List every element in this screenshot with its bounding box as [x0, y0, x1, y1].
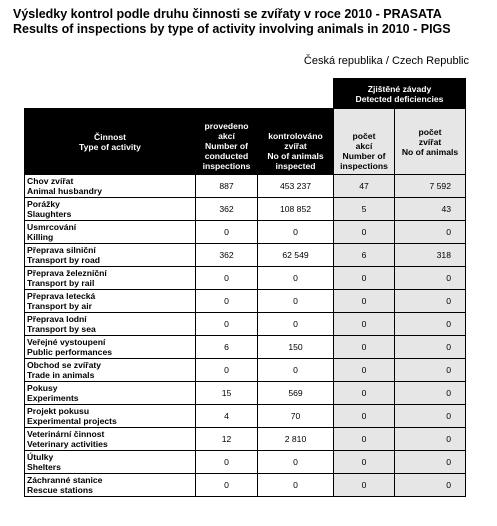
def-animals-cell: 0 — [395, 474, 466, 497]
conducted-cell: 12 — [196, 428, 258, 451]
activity-cell — [25, 428, 196, 451]
conducted-column-header: provedeno akcí Number of conducted inspections — [196, 109, 258, 175]
activity-en: Rescue stations — [27, 485, 93, 495]
activity-en: Public performances — [27, 347, 113, 357]
activity-en: Trade in animals — [27, 370, 95, 380]
column-header-row — [25, 109, 466, 175]
def-inspections-cell: 0 — [334, 359, 395, 382]
conducted-cell: 0 — [196, 290, 258, 313]
activity-cz: Veřejné vystoupení — [27, 337, 106, 347]
inspected-cell: 0 — [258, 451, 334, 474]
table-row — [25, 336, 466, 359]
def-inspections-cell: 0 — [334, 451, 395, 474]
activity-cell — [25, 290, 196, 313]
inspected-cell: 0 — [258, 267, 334, 290]
def-inspections-cell: 0 — [334, 313, 395, 336]
def-animals-cell: 0 — [395, 451, 466, 474]
activity-cell — [25, 244, 196, 267]
activity-cell — [25, 221, 196, 244]
detected-deficiencies-header: Zjištěné závady Detected deficiencies — [334, 79, 466, 109]
activity-column-header: Činnost Type of activity — [25, 109, 196, 175]
inspected-cell: 0 — [258, 290, 334, 313]
inspections-table — [24, 78, 466, 497]
table-row — [25, 290, 466, 313]
inspected-cell: 70 — [258, 405, 334, 428]
conducted-cell: 362 — [196, 244, 258, 267]
conducted-cell: 0 — [196, 267, 258, 290]
title-english: Results of inspections by type of activity involving animals in 2010 - PIGS — [13, 22, 451, 36]
def-animals-cell: 0 — [395, 336, 466, 359]
table-row — [25, 451, 466, 474]
activity-cell — [25, 267, 196, 290]
def-inspections-cell: 0 — [334, 267, 395, 290]
activity-cz: Pokusy — [27, 383, 58, 393]
title-czech: Výsledky kontrol podle druhu činnosti se zvířaty v roce 2010 - PRASATA — [13, 7, 442, 21]
activity-cell — [25, 359, 196, 382]
def-animals-cell: 0 — [395, 313, 466, 336]
activity-cell — [25, 175, 196, 198]
activity-cz: Záchranné stanice — [27, 475, 103, 485]
activity-cz: Chov zvířat — [27, 176, 74, 186]
activity-cz: Přeprava lodní — [27, 314, 87, 324]
conducted-cell: 0 — [196, 313, 258, 336]
deficient-animals-column-header: počet zvířat No of animals — [395, 109, 466, 175]
table-row — [25, 428, 466, 451]
def-animals-cell: 0 — [395, 221, 466, 244]
activity-cz: Přeprava silniční — [27, 245, 96, 255]
activity-en: Slaughters — [27, 209, 72, 219]
table-row — [25, 313, 466, 336]
activity-cz: Projekt pokusu — [27, 406, 90, 416]
activity-cell — [25, 198, 196, 221]
activity-cz: Přeprava letecká — [27, 291, 96, 301]
activity-en: Transport by sea — [27, 324, 96, 334]
def-animals-cell: 0 — [395, 428, 466, 451]
table-row — [25, 198, 466, 221]
def-animals-cell: 0 — [395, 359, 466, 382]
def-inspections-cell: 47 — [334, 175, 395, 198]
activity-cell — [25, 451, 196, 474]
activity-cell — [25, 405, 196, 428]
inspected-cell: 0 — [258, 221, 334, 244]
def-inspections-cell: 6 — [334, 244, 395, 267]
conducted-cell: 4 — [196, 405, 258, 428]
activity-en: Killing — [27, 232, 54, 242]
def-inspections-cell: 0 — [334, 428, 395, 451]
inspected-cell: 0 — [258, 359, 334, 382]
activity-cz: Obchod se zvířaty — [27, 360, 102, 370]
inspected-cell: 0 — [258, 313, 334, 336]
conducted-cell: 0 — [196, 474, 258, 497]
def-animals-cell: 7 592 — [395, 175, 466, 198]
activity-cell — [25, 336, 196, 359]
activity-en: Veterinary activities — [27, 439, 108, 449]
def-inspections-cell: 0 — [334, 336, 395, 359]
activity-cz: Přeprava železniční — [27, 268, 107, 278]
def-animals-cell: 0 — [395, 290, 466, 313]
def-inspections-cell: 0 — [334, 221, 395, 244]
def-animals-cell: 43 — [395, 198, 466, 221]
activity-en: Experimental projects — [27, 416, 117, 426]
def-animals-cell: 0 — [395, 382, 466, 405]
def-inspections-cell: 0 — [334, 290, 395, 313]
activity-en: Shelters — [27, 462, 61, 472]
def-animals-cell: 318 — [395, 244, 466, 267]
inspected-cell: 453 237 — [258, 175, 334, 198]
activity-en: Experiments — [27, 393, 79, 403]
conducted-cell: 0 — [196, 221, 258, 244]
def-inspections-cell: 0 — [334, 382, 395, 405]
table-row — [25, 382, 466, 405]
activity-cell — [25, 382, 196, 405]
table-row — [25, 405, 466, 428]
activity-en: Animal husbandry — [27, 186, 102, 196]
table-row — [25, 221, 466, 244]
def-animals-cell: 0 — [395, 267, 466, 290]
region-label: Česká republika / Czech Republic — [303, 55, 469, 67]
table-row — [25, 359, 466, 382]
activity-cz: Usmrcování — [27, 222, 77, 232]
activity-en: Transport by rail — [27, 278, 95, 288]
activity-cell — [25, 313, 196, 336]
table-row — [25, 175, 466, 198]
activity-en: Transport by road — [27, 255, 101, 265]
table-row — [25, 474, 466, 497]
table-row — [25, 244, 466, 267]
deficient-inspections-column-header: počet akcí Number of inspections — [334, 109, 395, 175]
inspected-cell: 2 810 — [258, 428, 334, 451]
inspected-cell: 150 — [258, 336, 334, 359]
conducted-cell: 15 — [196, 382, 258, 405]
conducted-cell: 887 — [196, 175, 258, 198]
conducted-cell: 0 — [196, 451, 258, 474]
activity-cz: Veterinární činnost — [27, 429, 105, 439]
activity-cz: Útulky — [27, 452, 54, 462]
inspected-cell: 0 — [258, 474, 334, 497]
inspected-cell: 62 549 — [258, 244, 334, 267]
inspected-cell: 569 — [258, 382, 334, 405]
activity-en: Transport by air — [27, 301, 92, 311]
inspected-cell: 108 852 — [258, 198, 334, 221]
document-title — [13, 7, 493, 37]
activity-cz: Porážky — [27, 199, 60, 209]
group-header-row — [25, 79, 466, 109]
def-inspections-cell: 0 — [334, 474, 395, 497]
conducted-cell: 362 — [196, 198, 258, 221]
def-inspections-cell: 0 — [334, 405, 395, 428]
activity-cell — [25, 474, 196, 497]
conducted-cell: 6 — [196, 336, 258, 359]
animals-inspected-column-header: kontrolováno zvířat No of animals inspected — [258, 109, 334, 175]
table-body — [25, 175, 466, 497]
def-animals-cell: 0 — [395, 405, 466, 428]
conducted-cell: 0 — [196, 359, 258, 382]
def-inspections-cell: 5 — [334, 198, 395, 221]
table-row — [25, 267, 466, 290]
